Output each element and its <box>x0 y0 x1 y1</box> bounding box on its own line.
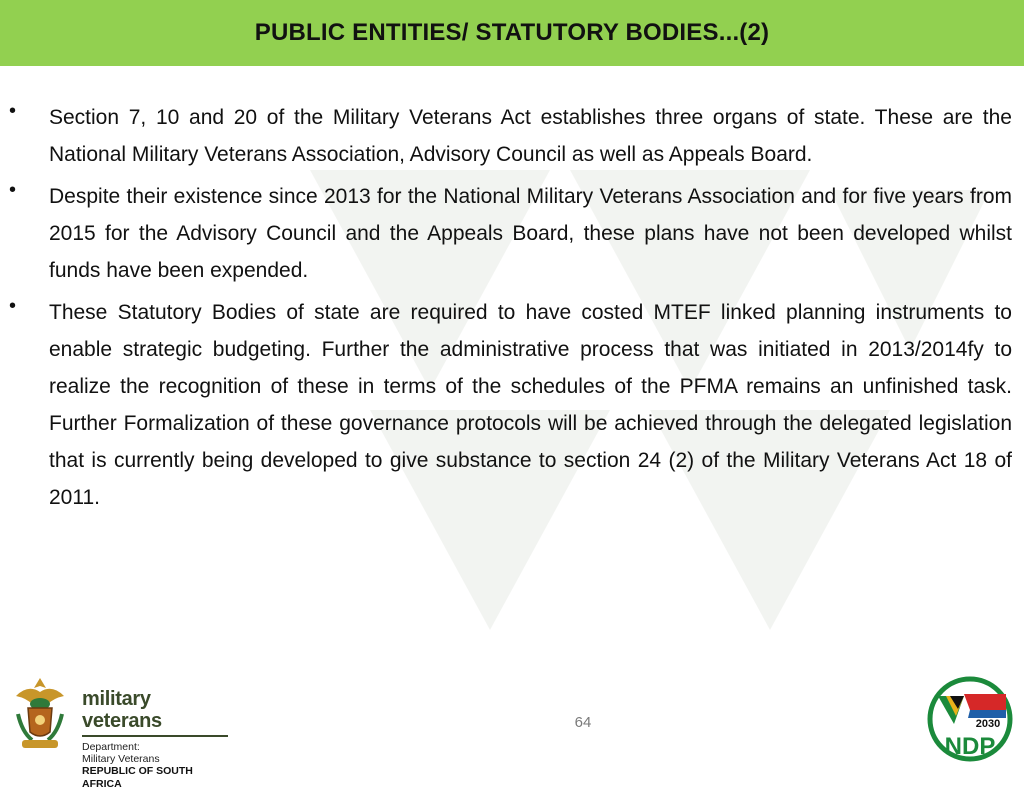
bullet-marker: • <box>9 179 17 201</box>
bullet-item <box>9 294 1012 516</box>
bullet-text: Despite their existence since 2013 for the National Military Veterans Association and for five years from 2015 for the Advisory Council and the Appeals Board, these plans have not been developed whilst funds have been expended. <box>49 185 1012 282</box>
dept-line1: Department: <box>82 741 140 753</box>
brand-name: military veterans <box>82 688 162 732</box>
department-logo <box>6 674 236 790</box>
dept-line2: Military Veterans <box>82 753 160 765</box>
bullet-item <box>9 178 1012 289</box>
slide-title: PUBLIC ENTITIES/ STATUTORY BODIES...(2) <box>254 19 770 46</box>
ndp-text: NDP <box>944 733 996 760</box>
coat-of-arms-icon <box>8 674 72 754</box>
title-bar <box>0 0 1024 66</box>
bullet-item <box>9 99 1012 173</box>
bullet-marker: • <box>9 100 17 122</box>
country-name: REPUBLIC OF SOUTH AFRICA <box>82 765 193 790</box>
ndp-year: 2030 <box>975 718 1001 730</box>
page-number: 64 <box>574 714 592 731</box>
bullet-marker: • <box>9 295 17 317</box>
brand-block <box>82 688 232 791</box>
bullet-text: Section 7, 10 and 20 of the Military Veterans Act establishes three organs of state. These are the National Military Veterans Association, Advisory Council as well as Appeals Board. <box>49 106 1012 166</box>
bullet-text: These Statutory Bodies of state are required to have costed MTEF linked planning instruments to enable strategic budgeting. Further the administrative process that was initiated in 2013/2014fy to realize the recognition of these in terms of the schedules of the PFMA remains an unfinished task. Further Formalization of these governance protocols will be achieved through the delegated legislation that is currently being developed to give substance to section 24 (2) of the Military Veterans Act 18 of 2011. <box>49 301 1012 509</box>
bullet-list <box>0 99 1024 521</box>
brand-divider <box>82 735 228 737</box>
ndp-logo-icon <box>924 676 1016 762</box>
